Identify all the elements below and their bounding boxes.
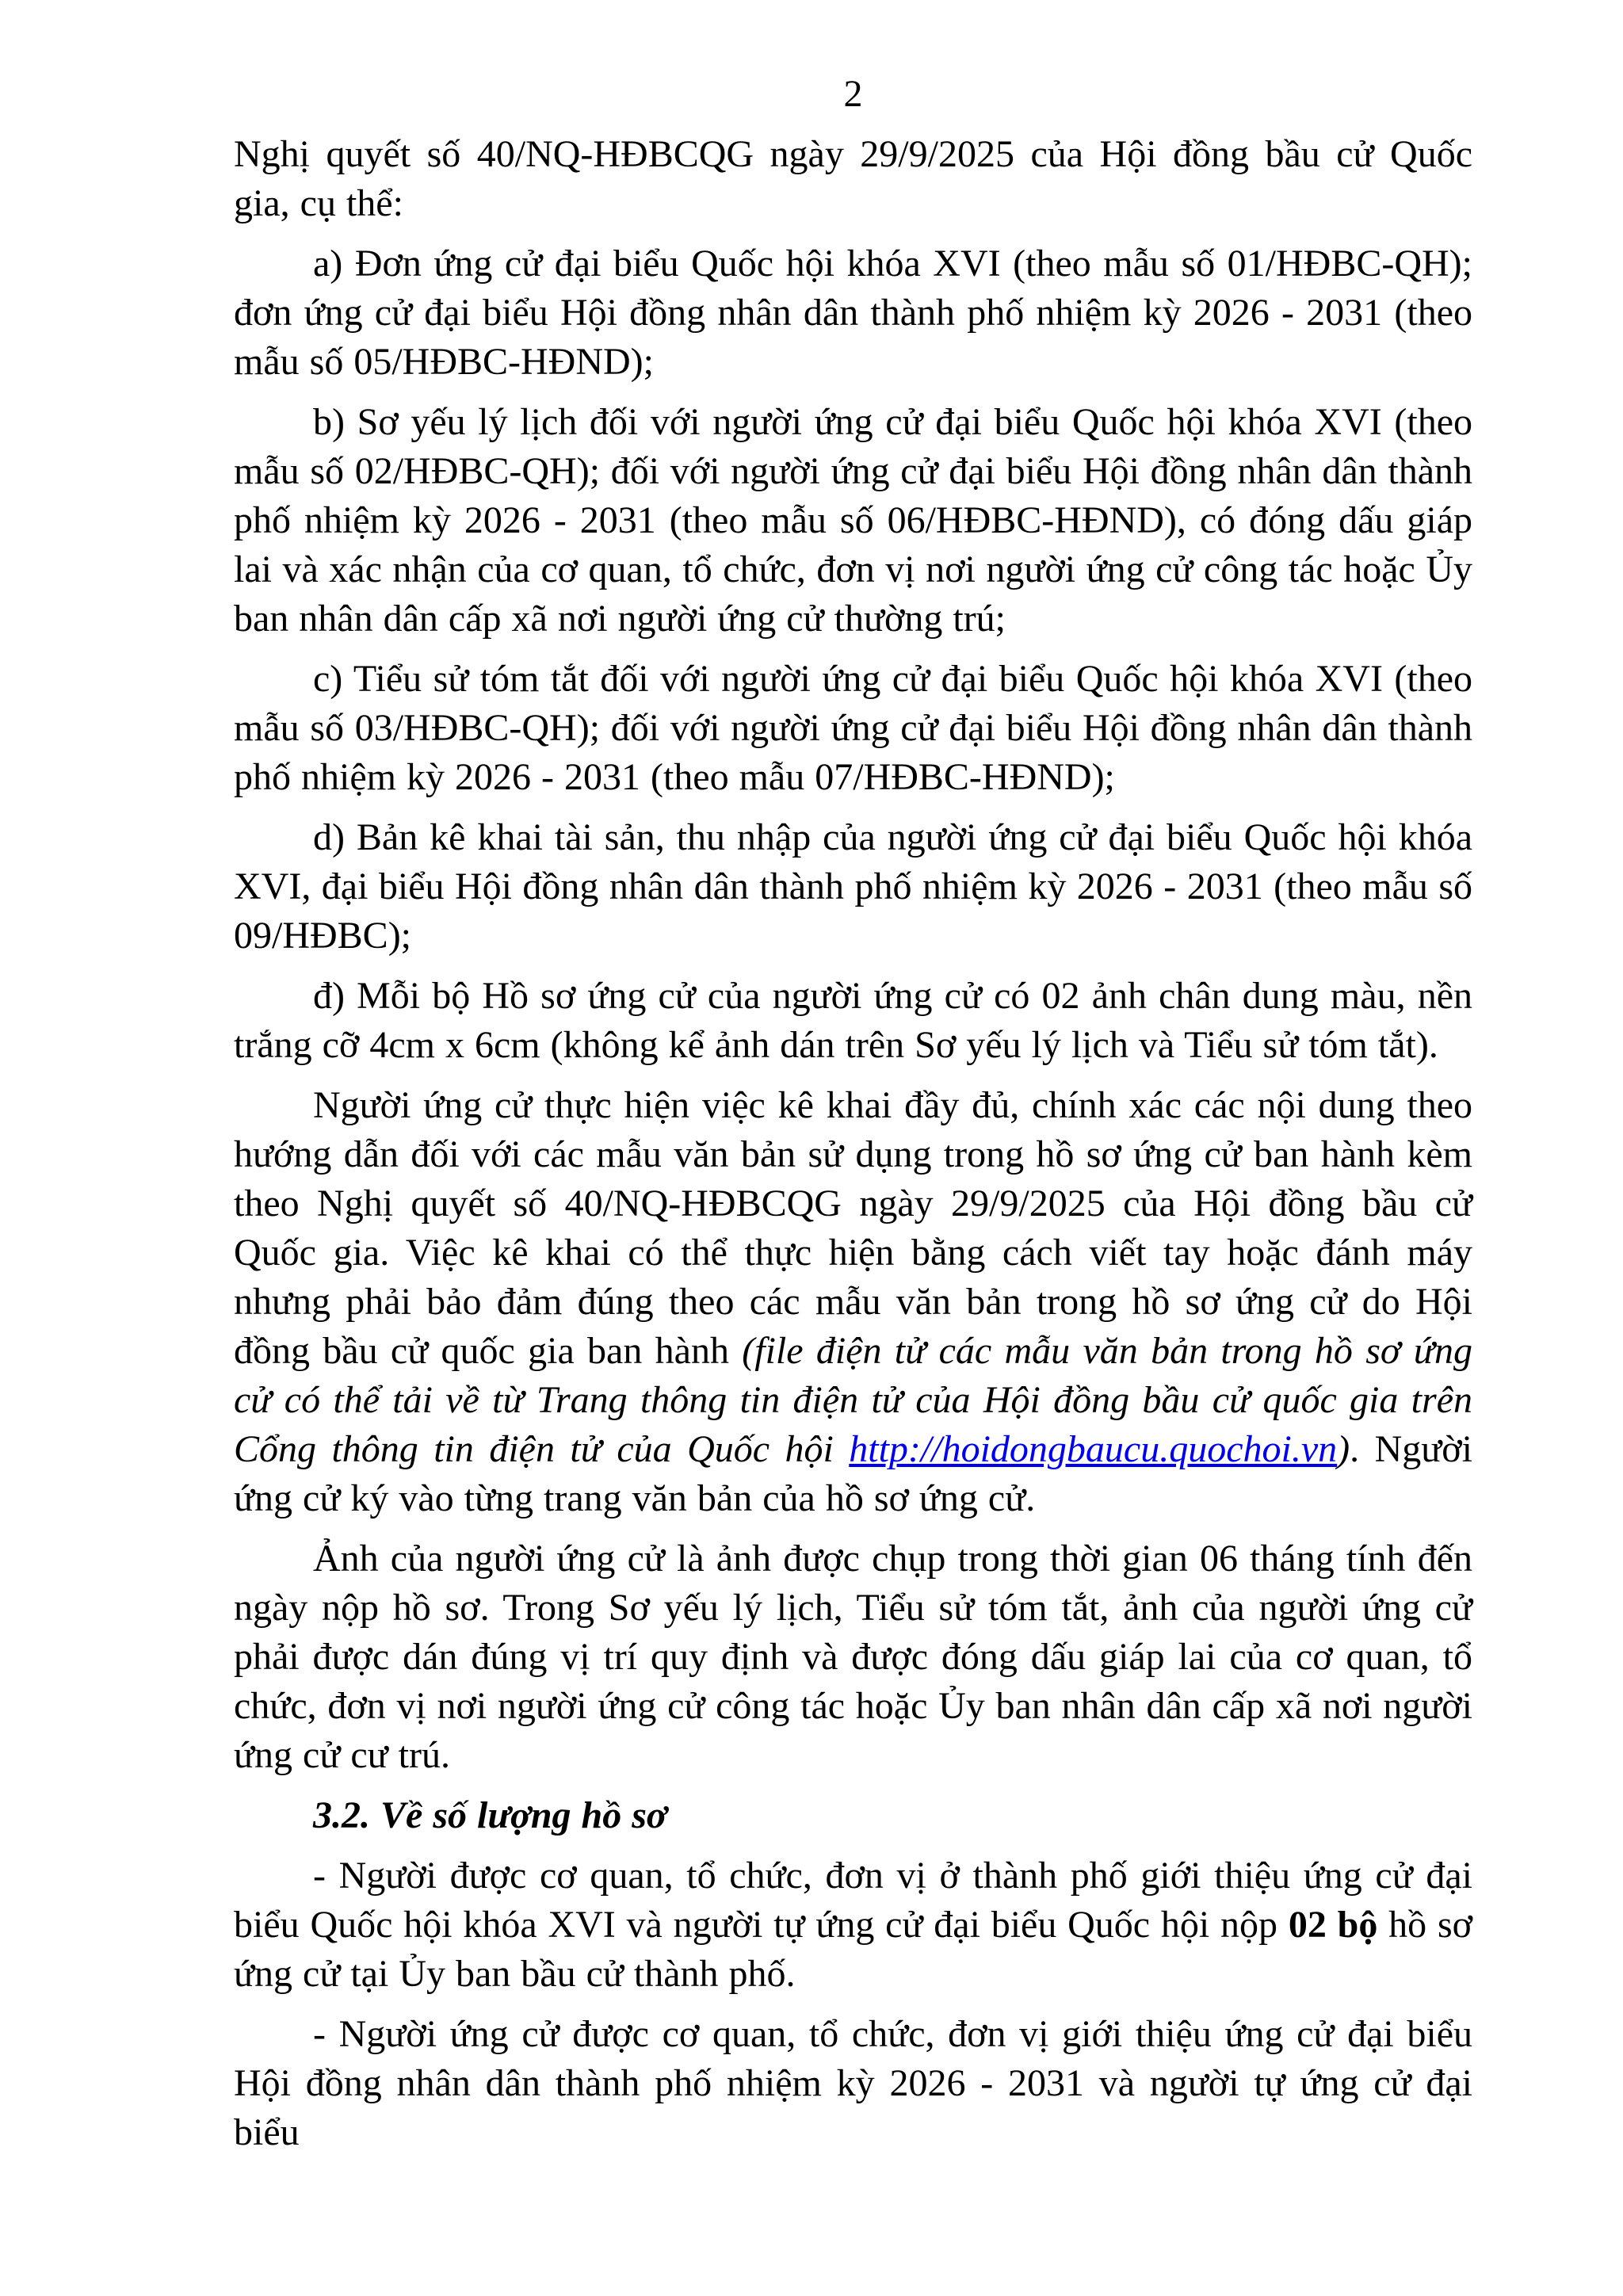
- text-run: c) Tiểu sử tóm tắt đối với người ứng cử đại biểu Quốc hội khóa XVI (theo mẫu số 03/HĐBC-QH); đối với người ứng cử đại biểu Hội đồng nhân dân thành phố nhiệm kỳ 2026 - 2031 (theo mẫu 07/HĐBC-HĐND);: [234, 658, 1472, 798]
- text-run: Ảnh của người ứng cử là ảnh được chụp trong thời gian 06 tháng tính đến ngày nộp hồ sơ. Trong Sơ yếu lý lịch, Tiểu sử tóm tắt, ảnh của người ứng cử phải được dán đúng vị trí quy định và được đóng dấu giáp lai của cơ quan, tổ chức, đơn vị nơi người ứng cử công tác hoặc Ủy ban nhân dân cấp xã nơi người ứng cử cư trú.: [234, 1538, 1472, 1776]
- paragraph-item-b: [234, 398, 1472, 644]
- paragraph-item-c: [234, 655, 1472, 802]
- text-run: a) Đơn ứng cử đại biểu Quốc hội khóa XVI (theo mẫu số 01/HĐBC-QH); đơn ứng cử đại biểu Hội đồng nhân dân thành phố nhiệm kỳ 2026 - 2031 (theo mẫu số 05/HĐBC-HĐND);: [234, 243, 1472, 383]
- text-run: - Người được cơ quan, tổ chức, đơn vị ở thành phố giới thiệu ứng cử đại biểu Quốc hội khóa XVI và người tự ứng cử đại biểu Quốc hội nộp: [234, 1855, 1472, 1946]
- paragraph-item-dd: [234, 972, 1472, 1070]
- paragraph-quantity-qh: [234, 1851, 1472, 1999]
- text-run: hồ sơ ứng cử tại Ủy ban bầu cử thành phố.: [234, 1904, 1473, 1995]
- text-run: - Người ứng cử được cơ quan, tổ chức, đơn vị giới thiệu ứng cử đại biểu Hội đồng nhân dân thành phố nhiệm kỳ 2026 - 2031 và người tự ứng cử đại biểu: [234, 2013, 1472, 2153]
- paragraph-item-d: [234, 813, 1472, 961]
- paragraph-photo-rules: [234, 1534, 1472, 1780]
- text-run: ): [1337, 1428, 1350, 1470]
- paragraph-item-a: [234, 239, 1472, 387]
- hyperlink[interactable]: http://hoidongbaucu.quochoi.vn: [849, 1428, 1338, 1470]
- text-run: 02 bộ: [1288, 1904, 1378, 1946]
- text-run: b) Sơ yếu lý lịch đối với người ứng cử đại biểu Quốc hội khóa XVI (theo mẫu số 02/HĐBC-QH); đối với người ứng cử đại biểu Hội đồng nhân dân thành phố nhiệm kỳ 2026 - 2031 (theo mẫu số 06/HĐBC-HĐND), có đóng dấu giáp lai và xác nhận của cơ quan, tổ chức, đơn vị nơi người ứng cử công tác hoặc Ủy ban nhân dân cấp xã nơi người ứng cử thường trú;: [234, 401, 1472, 640]
- paragraph-intro: [234, 130, 1472, 228]
- text-run: Người ứng cử thực hiện việc kê khai đầy đủ, chính xác các nội dung theo hướng dẫn đối với các mẫu văn bản sử dụng trong hồ sơ ứng cử ban hành kèm theo Nghị quyết số 40/NQ-HĐBCQG ngày 29/9/2025 của Hội đồng bầu cử Quốc gia. Việc kê khai có thể thực hiện bằng cách viết tay hoặc đánh máy nhưng phải bảo đảm đúng theo các mẫu văn bản trong hồ sơ ứng cử do Hội đồng bầu cử quốc gia ban hành: [234, 1084, 1472, 1372]
- paragraph-declaration: [234, 1081, 1472, 1523]
- text-run: đ) Mỗi bộ Hồ sơ ứng cử của người ứng cử có 02 ảnh chân dung màu, nền trắng cỡ 4cm x 6cm (không kể ảnh dán trên Sơ yếu lý lịch và Tiểu sử tóm tắt).: [234, 975, 1472, 1066]
- text-run: . Người ứng cử ký vào từng trang văn bản của hồ sơ ứng cử.: [234, 1428, 1472, 1519]
- text-run: d) Bản kê khai tài sản, thu nhập của người ứng cử đại biểu Quốc hội khóa XVI, đại biểu Hội đồng nhân dân thành phố nhiệm kỳ 2026 - 2031 (theo mẫu số 09/HĐBC);: [234, 816, 1472, 957]
- paragraph-quantity-hdnd: [234, 2010, 1472, 2157]
- page-number: 2: [843, 73, 863, 115]
- text-run: (file điện tử các mẫu văn bản trong hồ sơ ứng cử có thể tải về từ Trang thông tin điện tử của Hội đồng bầu cử quốc gia trên Cổng thông tin điện tử của Quốc hội: [234, 1330, 1472, 1470]
- text-run: 3.2. Về số lượng hồ sơ: [313, 1794, 667, 1836]
- section-heading-3-2: [234, 1791, 1472, 1840]
- text-run: Nghị quyết số 40/NQ-HĐBCQG ngày 29/9/2025 của Hội đồng bầu cử Quốc gia, cụ thể:: [234, 133, 1472, 224]
